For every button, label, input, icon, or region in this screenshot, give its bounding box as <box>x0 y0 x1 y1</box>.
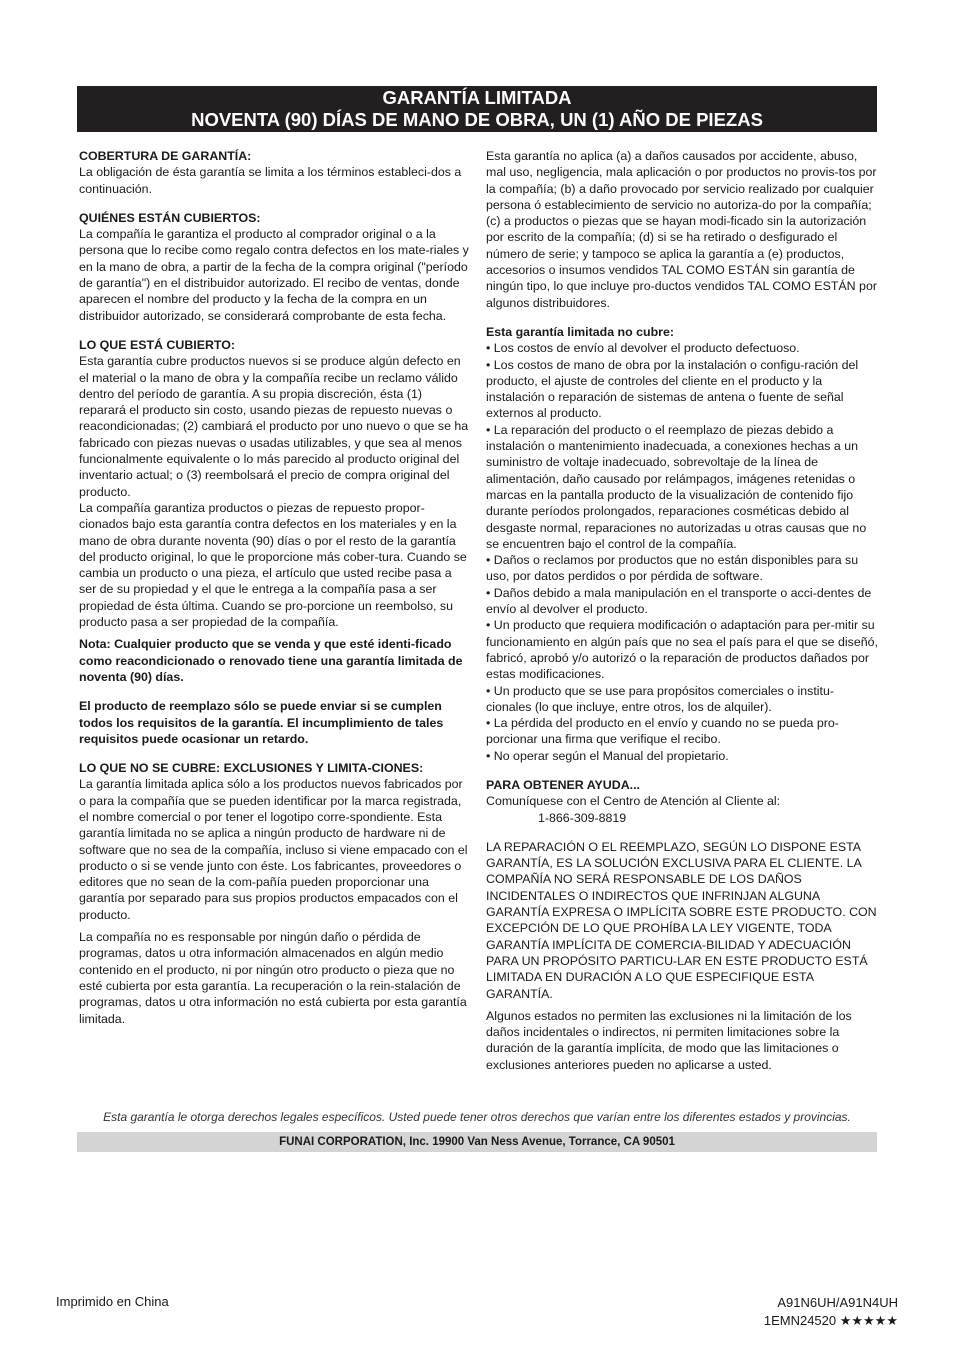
list-item: • Un producto que requiera modificación o adaptación para per-mitir su funcionamiento en algún país que no sea el país para el que se diseñó, fabricó, aprobó y/o autorizó o la reparación de productos dañados por estas modificaciones. <box>486 618 878 682</box>
title-line-1: GARANTÍA LIMITADA <box>382 87 572 108</box>
reemplazo-paragraph: El producto de reemplazo sólo se puede enviar si se cumplen todos los requisitos de la garantía. El incumplimiento de tales requisitos puede ocasionar un retardo. <box>79 699 444 746</box>
list-item: • La reparación del producto o el reemplazo de piezas debido a instalación o mantenimiento inadecuada, a conexiones hechas a un suministro de voltaje inadecuado, sobrevoltaje de la línea de alimentación, daño causado por relámpagos, imágenes retenidas o marcas en la pantalla producto de la visualización de contenido fijo durante períodos prolongados, reparaciones cosméticas debido al desgaste normal, reparaciones no autorizadas u otras causas que no se encuentren bajo el control de la compañía. <box>486 422 867 551</box>
warranty-title-bar <box>77 86 877 132</box>
list-item: • Daños debido a mala manipulación en el transporte o acci-dentes de envío al devolver el producto. <box>486 585 872 617</box>
cubierto-text-2: La compañía garantiza productos o piezas de repuesto propor-cionados bajo esta garantía contra defectos en los materiales y en la mano de obra durante noventa (90) días o por el resto de la garantía del producto original, lo que le proporcione más cober-tura. Cuando se cambia un producto o una pieza, el artículo que usted recibe pasa a ser de su propiedad y el que le entrega a la compañía pasa a ser propiedad de ésta última. Cuando se pro-porcione un reembolso, su producto pasa a ser propiedad de la compañía. <box>79 500 467 630</box>
phone-number: 1-866-309-8819 <box>538 810 627 825</box>
model-number: A91N6UH/A91N4UH <box>777 1295 898 1310</box>
list-item: • Un producto que se use para propósitos comerciales o institu-cionales (lo que incluye, entre otros, los de alquiler). <box>486 683 835 714</box>
no-cubre-heading: LO QUE NO SE CUBRE: EXCLUSIONES Y LIMITA-CIONES: <box>79 761 424 776</box>
quienes-heading: QUIÉNES ESTÁN CUBIERTOS: <box>79 210 261 225</box>
list-item: • La pérdida del producto en el envío y cuando no se pueda pro-porcionar una firma que verifique el recibo. <box>486 716 839 747</box>
list-item: • Daños o reclamos por productos que no están disponibles para su uso, por datos perdidos o por pérdida de software. <box>486 553 859 584</box>
no-cubre-text-1: La garantía limitada aplica sólo a los productos nuevos fabricados por o para la compañía que se pueden identificar por la marca registrada, el nombre comercial o por tener el logotipo corre-spondiente. Esta garantía limitada no se aplica a ningún producto de hardware ni de software que no sea de la compañía, incluso si viene empacado con el producto o si se vende junto con éste. Los fabricantes, proveedores o editores que no sean de la com-pañía pueden proporcionar una garantía por separado para sus propios productos empacados con el producto. <box>79 777 468 922</box>
cobertura-text: La obligación de ésta garantía se limita a los términos estableci-dos a continuación. <box>79 165 462 196</box>
no-cubre-text-2: La compañía no es responsable por ningún daño o pérdida de programas, datos u otra información almacenados en algún medio contenido en el producto, ni por ningún otro producto o pieza que no esté cubierta por esta garantía. La recuperación o la rein-stalación de programas, datos u otra información no está cubierta por esta garantía limitada. <box>79 930 467 1026</box>
company-address-bar: FUNAI CORPORATION, Inc. 19900 Van Ness Avenue, Torrance, CA 90501 <box>77 1132 877 1152</box>
exclusions-list <box>486 340 878 764</box>
limitada-no-cubre-heading: Esta garantía limitada no cubre: <box>486 324 674 339</box>
list-item: • Los costos de mano de obra por la instalación o configu-ración del producto, el ajuste de controles del cliente en el producto y la instalación o reparación de sistemas de antena o fuente de señal externos al producto. <box>486 357 859 421</box>
printed-in-label: Imprimido en China <box>56 1294 169 1309</box>
nota-paragraph: Nota: Cualquier producto que se venda y que esté identi-ficado como reacondicionado o renovado tiene una garantía limitada de noventa (90) días. <box>79 637 463 684</box>
cobertura-heading: COBERTURA DE GARANTÍA: <box>79 149 252 163</box>
caps-disclaimer: LA REPARACIÓN O EL REEMPLAZO, SEGÚN LO DISPONE ESTA GARANTÍA, ES LA SOLUCIÓN EXCLUSIVA PARA EL CLIENTE. LA COMPAÑÍA NO SERÁ RESPONSABLE DE LOS DAÑOS INCIDENTALES O INDIRECTOS QUE INFRINJAN ALGUNA GARANTÍA EXPRESA O IMPLÍCITA SOBRE ESTE PRODUCTO. CON EXCEPCIÓN DE LO QUE PROHÍBA LA LEY VIGENTE, TODA GARANTÍA IMPLÍCITA DE COMERCIA-BILIDAD Y ADECUACIÓN PARA UN PROPÓSITO PARTICU-LAR EN ESTE PRODUCTO ESTÁ LIMITADA EN DURACIÓN A LO QUE ESPECIFIQUE ESTA GARANTÍA. <box>486 839 877 1001</box>
estados-text: Algunos estados no permiten las exclusiones ni la limitación de los daños incidentales o indirectos, ni permiten limitaciones sobre la duración de la garantía implícita, de modo que las limitaciones o exclusiones anteriores pueden no aplicarse a usted. <box>486 1008 852 1072</box>
ayuda-text: Comuníquese con el Centro de Atención al Cliente al: <box>486 794 781 809</box>
no-aplica-text: Esta garantía no aplica (a) a daños causados por accidente, abuso, mal uso, negligencia, mala aplicación o por productos no provis-tos por la compañía; (b) a daño provocado por servicio realizado por cualquier persona ó establecimiento de servicio no autoriza-do por la compañía; (c) a productos o piezas que se hayan modi-ficado sin la autorización por escrito de la compañía; (d) si se ha retirado o desfigurado el número de serie; y tampoco se aplica la garantía a (e) productos, accesorios o insumos vendidos TAL COMO ESTÁN sin garantía de ningún tipo, lo que incluye pro-ductos vendidos TAL COMO ESTÁN por algunos distribuidores. <box>486 149 877 310</box>
quienes-text: La compañía le garantiza el producto al comprador original o a la persona que lo recibe como regalo contra defectos en los mate-riales y en la mano de obra, a partir de la fecha de la compra original ("período de garantía") en el distribuidor autorizado. El recibo de ventas, donde aparecen el nombre del producto y la fecha de la compra en un distribuidor autorizado, se considerará comprobante de esta fecha. <box>79 227 469 323</box>
cubierto-heading: LO QUE ESTÁ CUBIERTO: <box>79 337 236 352</box>
right-column <box>486 148 878 1073</box>
footer-note: Esta garantía le otorga derechos legales específicos. Usted puede tener otros derechos que varían entre los diferentes estados y provincias. <box>103 1110 851 1124</box>
document-code: 1EMN24520 ★★★★★ <box>763 1313 898 1328</box>
ayuda-heading: PARA OBTENER AYUDA... <box>486 777 640 792</box>
title-line-2: NOVENTA (90) DÍAS DE MANO DE OBRA, UN (1) AÑO DE PIEZAS <box>191 109 763 130</box>
cubierto-text-1: Esta garantía cubre productos nuevos si se produce algún defecto en el material o la mano de obra y la compañía recibe un reclamo válido dentro del período de garantía. A su propia discreción, ésta (1) reparará el producto sin costo, usando piezas de repuesto nuevas o reacondicionadas; (2) cambiará el producto por uno nuevo o que se ha fabricado con piezas nuevas o usadas utilizables, y que sea al menos funcionalmente equivalente o lo más parecido al producto original del inventario actual; o (3) reembolsará el precio de compra original del producto. <box>79 354 469 499</box>
list-item: • Los costos de envío al devolver el producto defectuoso. <box>486 341 800 356</box>
list-item: • No operar según el Manual del propietario. <box>486 748 729 763</box>
model-info <box>764 1294 898 1330</box>
left-column <box>79 148 469 1027</box>
